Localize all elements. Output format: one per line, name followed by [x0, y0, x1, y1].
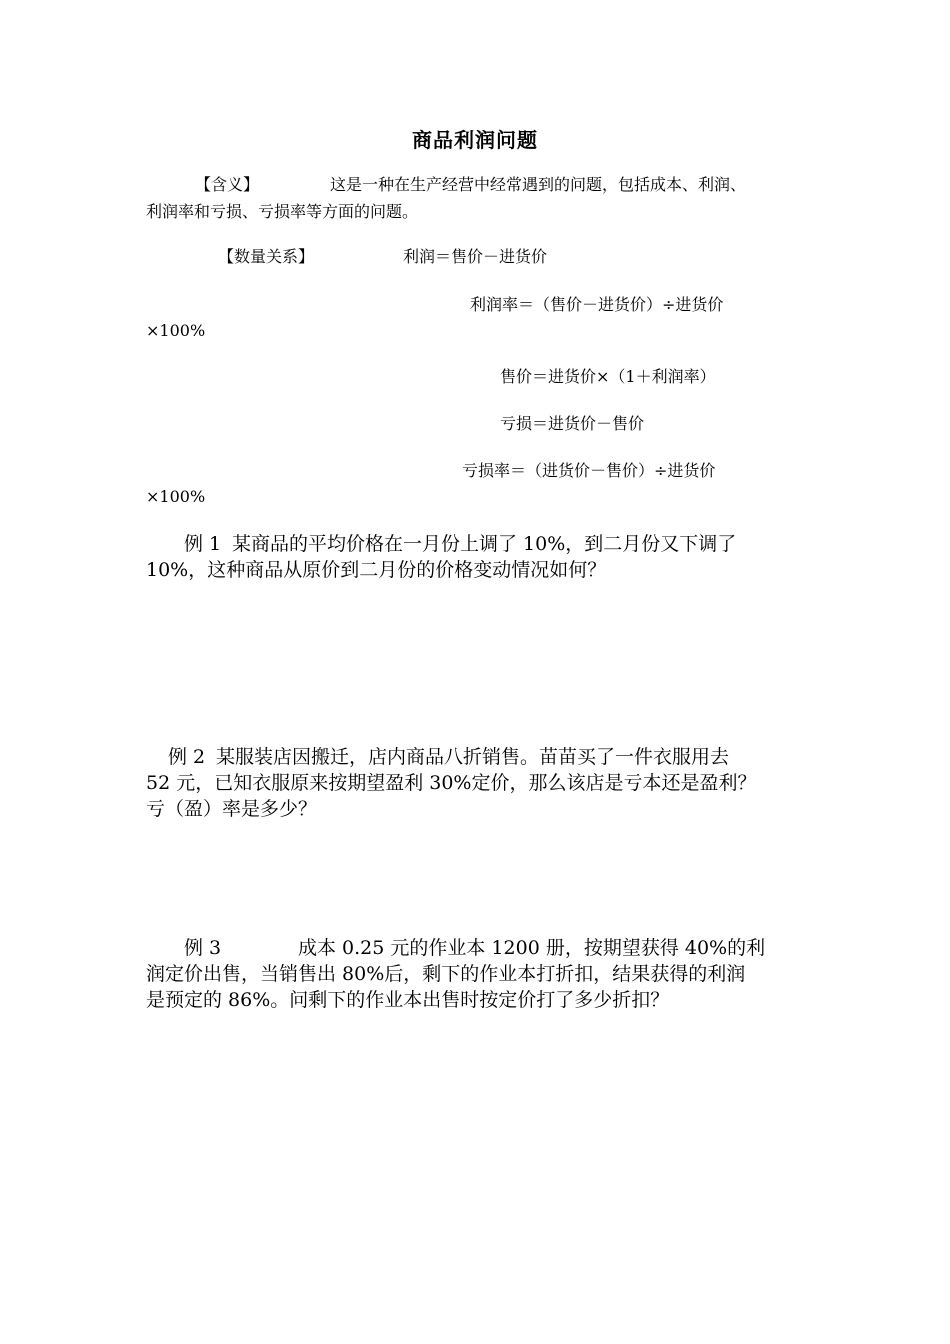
example2-line1: 某服装店因搬迁，店内商品八折销售。苗苗买了一件衣服用去	[216, 746, 730, 768]
example1-line1: 某商品的平均价格在一月份上调了 10%，到二月份又下调了	[232, 533, 737, 555]
formula-selling-price: 售价＝进货价×（1＋利润率）	[500, 367, 716, 386]
page-title: 商品利润问题	[412, 128, 538, 152]
formula-profit-rate-tail: ×100%	[146, 321, 206, 340]
meaning-label: 【含义】	[195, 175, 260, 194]
meaning-text-line2: 利润率和亏损、亏损率等方面的问题。	[146, 202, 419, 221]
example2-line2: 52 元，已知衣服原来按期望盈利 30%定价，那么该店是亏本还是盈利？	[146, 772, 757, 794]
example3-line3: 是预定的 86%。问剩下的作业本出售时按定价打了多少折扣？	[146, 989, 670, 1011]
example3-line2: 润定价出售，当销售出 80%后，剩下的作业本打折扣，结果获得的利润	[146, 963, 746, 985]
formula-profit: 利润＝售价－进货价	[403, 247, 548, 266]
example3-label: 例 3	[184, 937, 222, 959]
formula-loss-rate-tail: ×100%	[146, 487, 206, 506]
example2-label: 例 2	[168, 746, 206, 768]
example3-line1: 成本 0.25 元的作业本 1200 册，按期望获得 40%的利	[298, 937, 766, 959]
formula-loss: 亏损＝进货价－售价	[500, 414, 645, 433]
example2-line3: 亏（盈）率是多少？	[146, 798, 318, 820]
example1-line2: 10%，这种商品从原价到二月份的价格变动情况如何？	[146, 559, 607, 581]
example1-label: 例 1	[184, 533, 222, 555]
meaning-text-line1: 这是一种在生产经营中经常遇到的问题，包括成本、利润、	[330, 175, 747, 194]
formula-loss-rate: 亏损率＝（进货价－售价）÷进货价	[462, 461, 716, 480]
relations-label: 【数量关系】	[218, 247, 315, 266]
formula-profit-rate: 利润率＝（售价－进货价）÷进货价	[470, 295, 724, 314]
